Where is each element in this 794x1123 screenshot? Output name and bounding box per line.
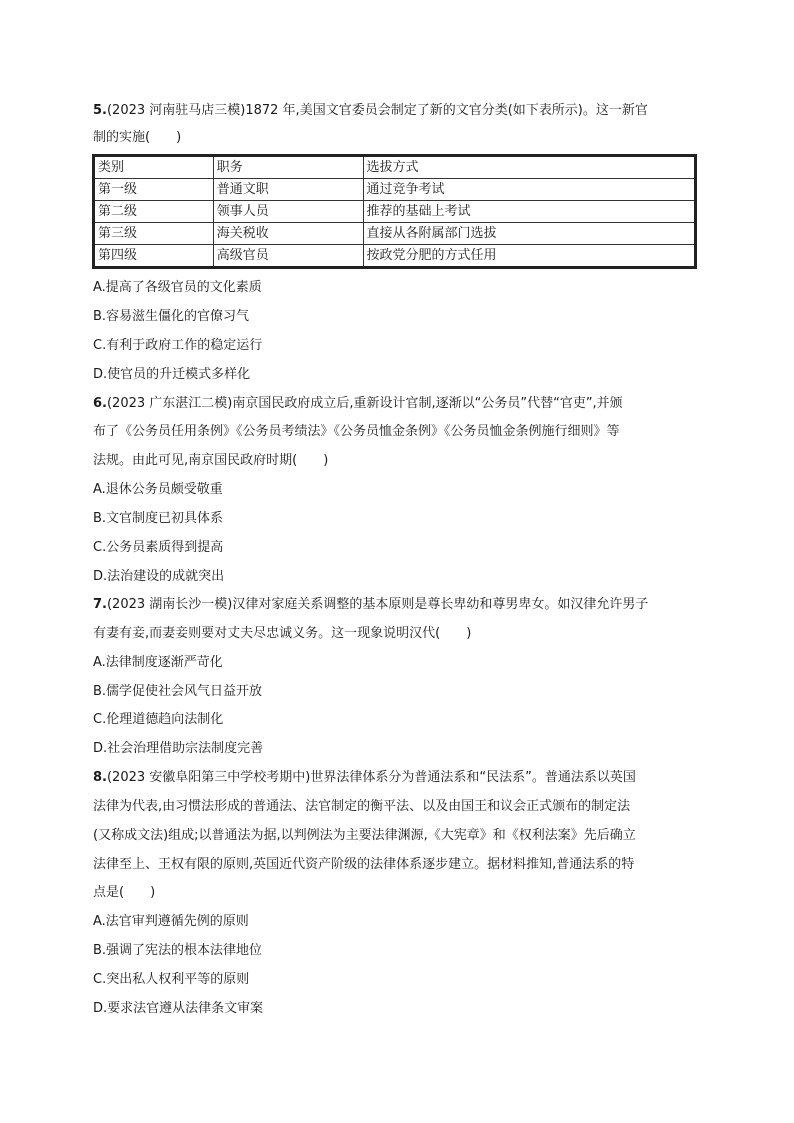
- q8-number: 8.: [93, 770, 107, 785]
- q5-option-a[interactable]: A.提高了各级官员的文化素质: [93, 280, 262, 295]
- q5-stem-line-2: 制的实施( ): [93, 130, 182, 145]
- q8-stem-line-2: 法律为代表,由习惯法形成的普通法、法官制定的衡平法、以及由国王和议会正式颁布的制定法: [93, 799, 631, 814]
- q7-number: 7.: [93, 597, 107, 612]
- table-row: [94, 179, 696, 201]
- table-cell: 推荐的基础上考试: [363, 201, 695, 223]
- q6-stem-line-3: 法规。由此可见,南京国民政府时期( ): [93, 453, 329, 468]
- q8-stem-line-1: 8.(2023 安徽阜阳第三中学校考期中)世界法律体系分为普通法系和“民法系”。普通法系以英国: [93, 770, 636, 785]
- q8-option-b[interactable]: B.强调了宪法的根本法律地位: [93, 943, 263, 958]
- table-cell: 海关税收: [213, 223, 363, 245]
- table-cell: 第四级: [94, 245, 214, 268]
- q8-stem-line-3: (又称成文法)组成;以普通法为据,以判例法为主要法律渊源,《大宪章》和《权利法案》先后确立: [93, 828, 636, 843]
- table-header-cell: 职务: [213, 156, 363, 179]
- table-header-row: [94, 156, 696, 179]
- table-cell: 按政党分肥的方式任用: [363, 245, 695, 268]
- table-row: [94, 245, 696, 268]
- q6-stem-line-2: 布了《公务员任用条例》《公务员考绩法》《公务员恤金条例》《公务员恤金条例施行细则》等: [93, 424, 620, 439]
- table-cell: 第一级: [94, 179, 214, 201]
- q6-option-b[interactable]: B.文官制度已初具体系: [93, 511, 224, 526]
- q7-option-b[interactable]: B.儒学促使社会风气日益开放: [93, 684, 263, 699]
- q7-option-c[interactable]: C.伦理道德趋向法制化: [93, 712, 224, 727]
- q7-stem-line-1: 7.(2023 湖南长沙一模)汉律对家庭关系调整的基本原则是尊长卑幼和尊男卑女。如汉律允许男子: [93, 597, 649, 612]
- q8-option-d[interactable]: D.要求法官遵从法律条文审案: [93, 1001, 264, 1016]
- q8-option-a[interactable]: A.法官审判遵循先例的原则: [93, 914, 249, 929]
- q5-number: 5.: [93, 103, 107, 118]
- table-header-cell: 选拔方式: [363, 156, 695, 179]
- q6-option-c[interactable]: C.公务员素质得到提高: [93, 540, 224, 555]
- q5-stem-line-1: 5.(2023 河南驻马店三模)1872 年,美国文官委员会制定了新的文官分类(如下表所示)。这一新官: [93, 103, 648, 118]
- q8-option-c[interactable]: C.突出私人权利平等的原则: [93, 972, 250, 987]
- q6-number: 6.: [93, 396, 107, 411]
- table-row: [94, 223, 696, 245]
- q5-option-c[interactable]: C.有利于政府工作的稳定运行: [93, 338, 263, 353]
- q5-option-b[interactable]: B.容易滋生僵化的官僚习气: [93, 309, 250, 324]
- q6-option-d[interactable]: D.法治建设的成就突出: [93, 569, 225, 584]
- q5-option-d[interactable]: D.使官员的升迁模式多样化: [93, 367, 251, 382]
- table-cell: 高级官员: [213, 245, 363, 268]
- q7-stem-line-2: 有妻有妾,而妻妾则要对丈夫尽忠诚义务。这一现象说明汉代( ): [93, 626, 472, 641]
- table-row: [94, 201, 696, 223]
- table-cell: 领事人员: [213, 201, 363, 223]
- table-cell: 第二级: [94, 201, 214, 223]
- civil-service-classification-table: [92, 154, 697, 269]
- q7-option-a[interactable]: A.法律制度逐渐严苛化: [93, 655, 223, 670]
- q8-stem-line-4: 法律至上、王权有限的原则,英国近代资产阶级的法律体系逐步建立。据材料推知,普通法系的特: [93, 857, 635, 872]
- q8-stem-line-5: 点是( ): [93, 885, 156, 900]
- q6-option-a[interactable]: A.退休公务员颇受敬重: [93, 482, 223, 497]
- table-header-cell: 类别: [94, 156, 214, 179]
- q6-stem-line-1: 6.(2023 广东湛江二模)南京国民政府成立后,重新设计官制,逐渐以“公务员”代替“官吏”,并颁: [93, 396, 623, 411]
- table-cell: 直接从各附属部门选拔: [363, 223, 695, 245]
- table-cell: 通过竞争考试: [363, 179, 695, 201]
- table-cell: 普通文职: [213, 179, 363, 201]
- q7-option-d[interactable]: D.社会治理借助宗法制度完善: [93, 741, 264, 756]
- table-cell: 第三级: [94, 223, 214, 245]
